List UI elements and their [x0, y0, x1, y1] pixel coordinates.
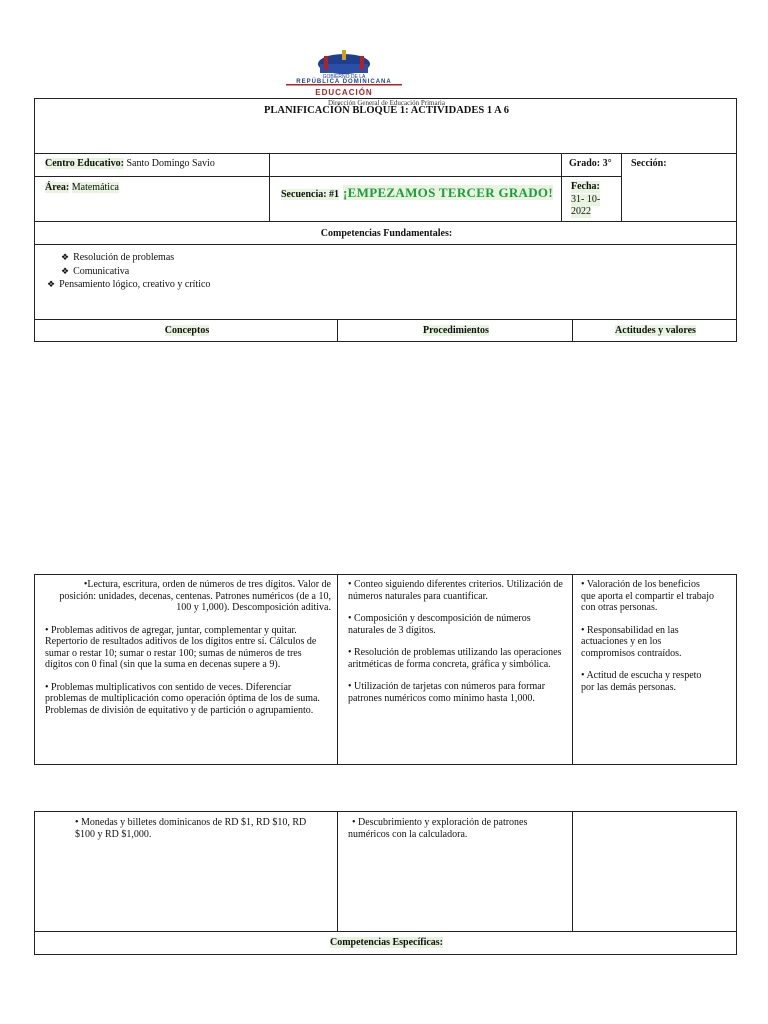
- competencias-list-cell: [34, 244, 737, 320]
- block1-procedimiento-item: • Utilización de tarjetas con números para formar patrones numéricos como mínimo hasta 1,000.: [348, 681, 546, 704]
- competencia-item: ❖ Comunicativa: [61, 265, 210, 279]
- block1-procedimiento-item: • Resolución de problemas utilizando las operaciones aritméticas de forma concreta, gráfica y simbólica.: [348, 647, 562, 670]
- page-title: PLANIFICACIÓN BLOQUE 1: ACTIVIDADES 1 A 6: [263, 105, 510, 116]
- block1-actitudes: [572, 574, 737, 765]
- fecha-value-1: 31- 10-: [571, 194, 601, 205]
- block2-actitudes: [572, 811, 737, 932]
- centro-label: Centro Educativo:: [45, 158, 124, 169]
- block2-procedimiento-item: • Descubrimiento y exploración de patrones numéricos con la calculadora.: [348, 817, 528, 840]
- col-actitudes-label-wrap: [573, 325, 738, 337]
- logo-line-1: GOBIERNO DE LA: [322, 74, 366, 80]
- col-procedimientos-label: Procedimientos: [423, 325, 489, 336]
- blank-cell: [269, 153, 562, 177]
- col-procedimientos: [337, 319, 573, 342]
- block1-concepto-item: • Problemas multiplicativos con sentido de veces. Diferenciar problemas de multiplicación como operación óptima de los de suma. Problemas de división de equitativo y de partición o agrupamiento.: [45, 681, 320, 716]
- area-value: Matemática: [71, 182, 119, 193]
- block1-actitud-item: • Valoración de los beneficios que aporta el compartir el trabajo con otras personas.: [581, 579, 714, 613]
- block2-concepto-item: • Monedas y billetes dominicanos de RD $1, RD $10, RD $100 y RD $1,000.: [75, 817, 307, 840]
- logo-line-3: EDUCACIÓN: [315, 88, 373, 97]
- seccion-cell: [621, 153, 737, 222]
- block2-conceptos: [34, 811, 338, 932]
- secuencia-text: [281, 184, 553, 202]
- fecha-cell: [561, 176, 622, 222]
- block1-concepto-item: •Lectura, escritura, orden de números de tres dígitos. Valor de posición: unidades, decenas, centenas. Patrones numéricos (de a 10, 100 y 1,000). Descomposición aditiva.: [59, 579, 331, 613]
- logo: [282, 46, 406, 100]
- block1-conceptos: [34, 574, 338, 765]
- block1-procedimiento-item: • Composición y descomposición de números naturales de 3 dígitos.: [348, 613, 531, 636]
- title-row: [34, 98, 737, 154]
- secuencia-cell: [269, 176, 562, 222]
- col-conceptos-label-wrap: [35, 325, 339, 337]
- block1-procedimientos: [337, 574, 573, 765]
- block2-procedimientos: [337, 811, 573, 932]
- especificas-heading-wrap: [35, 937, 738, 949]
- fecha-label: Fecha:: [571, 181, 600, 192]
- competencia-item: ❖ Pensamiento lógico, creativo y crítico: [47, 278, 210, 292]
- centro-cell: [34, 153, 270, 177]
- competencia-item: ❖ Resolución de problemas: [61, 251, 210, 265]
- grado-cell: [561, 153, 622, 177]
- block1-actitud-item: • Responsabilidad en las actuaciones y en los compromisos contraídos.: [581, 624, 682, 659]
- block1-concepto-item: • Problemas aditivos de agregar, juntar, complementar y quitar. Repertorio de resultados aditivos de los dígitos entre sí. Cálculos de sumar o restar 10; sumar o restar 100; sumas de números de tres dígitos con 0 final (sin que la suma en decenas supere a 9).: [45, 624, 317, 670]
- col-actitudes: [572, 319, 737, 342]
- col-procedimientos-label-wrap: [338, 325, 574, 337]
- grado-text: Grado: 3°: [569, 158, 612, 169]
- competencias-heading: Competencias Fundamentales:: [320, 228, 453, 239]
- area-cell: [34, 176, 270, 222]
- col-conceptos: [34, 319, 338, 342]
- seccion-text: Sección:: [631, 158, 667, 169]
- fecha-value-2: 2022: [571, 206, 591, 217]
- competencias-heading-cell: [34, 221, 737, 245]
- block1-procedimiento-item: • Conteo siguiendo diferentes criterios. Utilización de números naturales para cuantificar.: [348, 579, 563, 602]
- especificas-heading-cell: [34, 931, 737, 955]
- col-actitudes-label: Actitudes y valores: [615, 325, 696, 336]
- col-conceptos-label: Conceptos: [164, 325, 210, 336]
- area-label: Área:: [45, 182, 70, 193]
- especificas-heading: Competencias Específicas:: [329, 937, 444, 948]
- header-subtitle: Dirección General de Educación Primaria: [327, 99, 445, 107]
- block1-actitud-item: • Actitud de escucha y respeto por las demás personas.: [581, 670, 702, 693]
- centro-value: Santo Domingo Savio: [126, 158, 215, 169]
- logo-line-2: REPÚBLICA DOMINICANA: [296, 79, 392, 85]
- secuencia-title: ¡EMPEZAMOS TERCER GRADO!: [343, 185, 553, 200]
- centro-text: [45, 158, 215, 170]
- secuencia-label: Secuencia: #1: [281, 189, 340, 200]
- competencias-list: [61, 251, 210, 292]
- area-text: [45, 182, 119, 194]
